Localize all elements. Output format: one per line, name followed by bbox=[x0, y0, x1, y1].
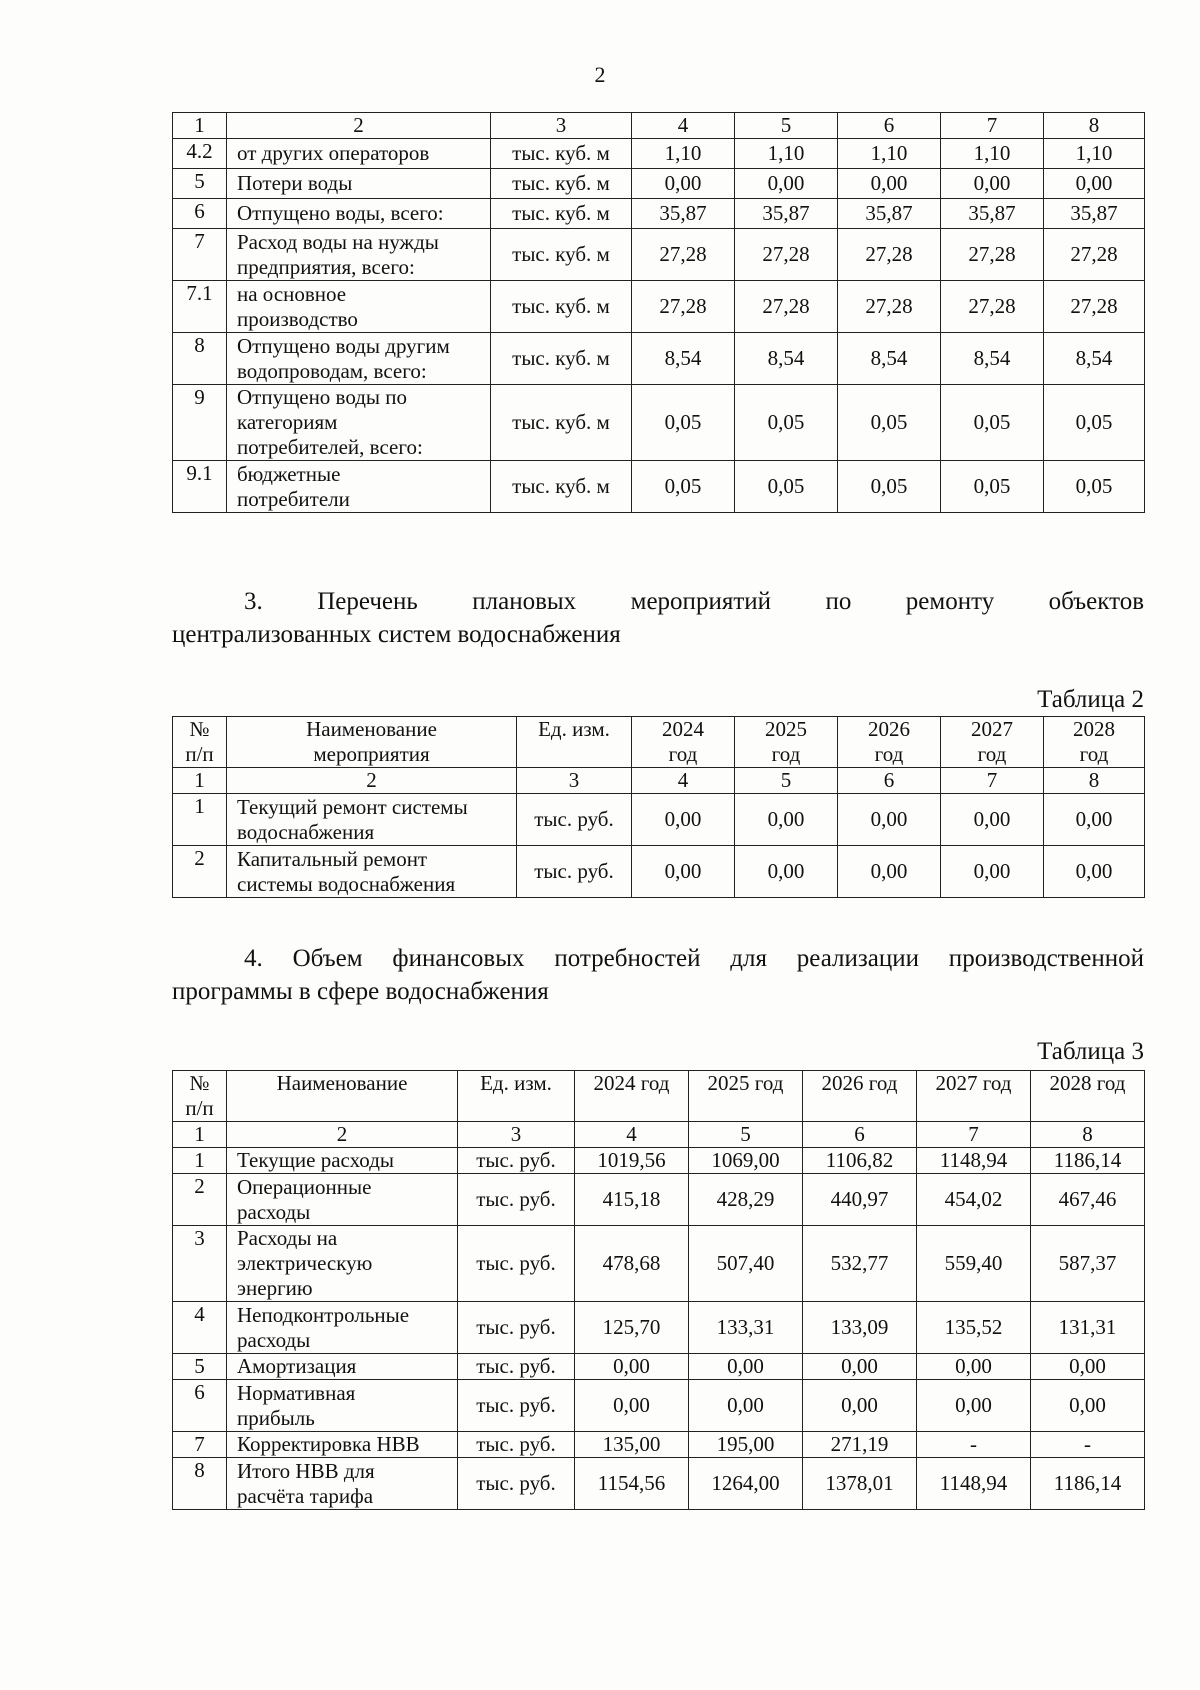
row-value: 0,00 bbox=[917, 1354, 1031, 1380]
row-name-line: на основное bbox=[237, 281, 347, 306]
header-cell-line: год bbox=[1079, 742, 1109, 766]
table-financial-needs bbox=[172, 1070, 1145, 1510]
header-row-cell: 1 bbox=[173, 113, 227, 139]
header-cell-line: п/п bbox=[185, 1096, 214, 1120]
header-row bbox=[173, 1071, 1145, 1122]
index-row-cell: 1 bbox=[173, 1122, 227, 1148]
row-name-line: системы водоснабжения bbox=[237, 871, 456, 896]
row-name bbox=[227, 139, 491, 169]
row-value: 0,00 bbox=[632, 794, 735, 846]
row-name-line: Итого НВВ для bbox=[237, 1458, 375, 1483]
row-value: 467,46 bbox=[1031, 1174, 1145, 1226]
header-cell-line: 2025 год bbox=[707, 1071, 784, 1095]
row-value: 27,28 bbox=[735, 281, 838, 333]
table-row bbox=[173, 1354, 1145, 1380]
row-number: 7 bbox=[173, 229, 227, 281]
row-unit: тыс. куб. м bbox=[491, 333, 632, 385]
table-row bbox=[173, 461, 1145, 513]
row-value: 454,02 bbox=[917, 1174, 1031, 1226]
row-name bbox=[227, 1354, 458, 1380]
row-value: 0,00 bbox=[1031, 1380, 1145, 1432]
row-unit: тыс. куб. м bbox=[491, 281, 632, 333]
header-cell-line: 2024 bbox=[662, 717, 704, 741]
row-number: 3 bbox=[173, 1226, 227, 1302]
row-value: 0,00 bbox=[803, 1380, 917, 1432]
row-value: 532,77 bbox=[803, 1226, 917, 1302]
index-row bbox=[173, 1122, 1145, 1148]
row-value: 271,19 bbox=[803, 1432, 917, 1458]
row-value: 0,00 bbox=[838, 846, 941, 898]
row-value: 27,28 bbox=[838, 229, 941, 281]
header-cell bbox=[227, 717, 517, 768]
table-row bbox=[173, 1458, 1145, 1510]
row-number: 5 bbox=[173, 169, 227, 199]
header-cell bbox=[735, 717, 838, 768]
row-name bbox=[227, 169, 491, 199]
row-name-line: расходы bbox=[237, 1327, 311, 1352]
row-name-line: Операционные bbox=[237, 1174, 372, 1199]
header-row-cell: 3 bbox=[491, 113, 632, 139]
row-value: 131,31 bbox=[1031, 1302, 1145, 1354]
row-value: 8,54 bbox=[941, 333, 1044, 385]
row-number: 5 bbox=[173, 1354, 227, 1380]
row-name-line: прибыль bbox=[237, 1405, 315, 1430]
row-value: 507,40 bbox=[689, 1226, 803, 1302]
row-name bbox=[227, 1226, 458, 1302]
index-row-cell: 4 bbox=[632, 768, 735, 794]
index-row-cell: 3 bbox=[517, 768, 632, 794]
row-name-line: Неподконтрольные bbox=[237, 1302, 410, 1327]
table-row bbox=[173, 139, 1145, 169]
header-cell-line: 2025 bbox=[765, 717, 807, 741]
index-row-cell: 6 bbox=[838, 768, 941, 794]
table-3-caption: Таблица 3 bbox=[1037, 1038, 1144, 1065]
table-row bbox=[173, 1148, 1145, 1174]
row-value: 0,00 bbox=[941, 169, 1044, 199]
row-value: 0,00 bbox=[632, 846, 735, 898]
header-cell-line: год bbox=[977, 742, 1007, 766]
row-unit: тыс. куб. м bbox=[491, 169, 632, 199]
row-value: 0,00 bbox=[735, 846, 838, 898]
index-row-cell: 5 bbox=[689, 1122, 803, 1148]
row-unit: тыс. руб. bbox=[517, 794, 632, 846]
row-name-line: расходы bbox=[237, 1199, 311, 1224]
index-row-cell: 1 bbox=[173, 768, 227, 794]
section-3-heading-line2: централизованных систем водоснабжения bbox=[172, 621, 621, 648]
row-value: 587,37 bbox=[1031, 1226, 1145, 1302]
index-row-cell: 8 bbox=[1031, 1122, 1145, 1148]
row-name-line: Амортизация bbox=[237, 1354, 357, 1378]
table-row bbox=[173, 846, 1145, 898]
row-value: 0,00 bbox=[689, 1354, 803, 1380]
header-row bbox=[173, 113, 1145, 139]
header-cell-line: 2028 год bbox=[1049, 1071, 1126, 1095]
header-cell-line: мероприятия bbox=[313, 742, 430, 766]
row-value: 1,10 bbox=[735, 139, 838, 169]
row-value: 27,28 bbox=[632, 229, 735, 281]
row-value: 0,00 bbox=[1044, 794, 1145, 846]
section-4-heading-line1: 4. Объем финансовых потребностей для реализации производственной bbox=[244, 945, 1144, 972]
index-row-cell: 7 bbox=[941, 768, 1044, 794]
row-value: 415,18 bbox=[575, 1174, 689, 1226]
row-value: 35,87 bbox=[941, 199, 1044, 229]
row-number: 2 bbox=[173, 1174, 227, 1226]
row-unit: тыс. руб. bbox=[458, 1380, 575, 1432]
row-value: 0,05 bbox=[941, 461, 1044, 513]
row-value: 1,10 bbox=[941, 139, 1044, 169]
row-value: 0,05 bbox=[838, 461, 941, 513]
row-value: 0,00 bbox=[1044, 846, 1145, 898]
row-unit: тыс. руб. bbox=[458, 1354, 575, 1380]
header-cell bbox=[803, 1071, 917, 1122]
header-cell bbox=[689, 1071, 803, 1122]
row-value: 133,09 bbox=[803, 1302, 917, 1354]
row-unit: тыс. куб. м bbox=[491, 199, 632, 229]
table-row bbox=[173, 199, 1145, 229]
row-value: 27,28 bbox=[632, 281, 735, 333]
row-value: 0,05 bbox=[632, 385, 735, 461]
header-cell-line: 2028 bbox=[1073, 717, 1115, 741]
row-name bbox=[227, 1148, 458, 1174]
row-value: 0,00 bbox=[735, 794, 838, 846]
row-value: 1378,01 bbox=[803, 1458, 917, 1510]
table-row bbox=[173, 333, 1145, 385]
row-name-line: Расходы на bbox=[237, 1226, 338, 1250]
row-number: 8 bbox=[173, 333, 227, 385]
row-value: 27,28 bbox=[941, 281, 1044, 333]
header-cell bbox=[838, 717, 941, 768]
index-row-cell: 2 bbox=[227, 1122, 458, 1148]
header-row-cell: 6 bbox=[838, 113, 941, 139]
row-value: 27,28 bbox=[1044, 281, 1145, 333]
row-unit: тыс. руб. bbox=[517, 846, 632, 898]
table-row bbox=[173, 385, 1145, 461]
section-4-heading-line2: программы в сфере водоснабжения bbox=[172, 978, 549, 1005]
header-cell bbox=[1044, 717, 1145, 768]
row-name-line: расчёта тарифа bbox=[237, 1483, 374, 1508]
row-name-line: потребителей, всего: bbox=[237, 435, 423, 459]
index-row-cell: 2 bbox=[227, 768, 517, 794]
header-cell-line: 2027 год bbox=[935, 1071, 1012, 1095]
row-value: 135,52 bbox=[917, 1302, 1031, 1354]
header-cell-line: № bbox=[189, 1071, 210, 1095]
row-value: 0,05 bbox=[941, 385, 1044, 461]
row-number: 9 bbox=[173, 385, 227, 461]
row-name bbox=[227, 281, 491, 333]
header-cell-line: п/п bbox=[185, 742, 214, 766]
row-name-line: Капитальный ремонт bbox=[237, 846, 428, 871]
row-value: 0,00 bbox=[838, 794, 941, 846]
row-value: 1069,00 bbox=[689, 1148, 803, 1174]
row-value: 1186,14 bbox=[1031, 1458, 1145, 1510]
header-cell bbox=[917, 1071, 1031, 1122]
row-number: 7 bbox=[173, 1432, 227, 1458]
header-cell bbox=[1031, 1071, 1145, 1122]
header-row-cell: 7 bbox=[941, 113, 1044, 139]
header-row-cell: 2 bbox=[227, 113, 491, 139]
row-value: 1186,14 bbox=[1031, 1148, 1145, 1174]
header-cell-line: 2026 год bbox=[821, 1071, 898, 1095]
row-name-line: предприятия, всего: bbox=[237, 254, 415, 279]
row-value: 559,40 bbox=[917, 1226, 1031, 1302]
header-cell bbox=[575, 1071, 689, 1122]
row-number: 4.2 bbox=[173, 139, 227, 169]
header-cell-line: 2027 bbox=[971, 717, 1013, 741]
row-value: 0,00 bbox=[803, 1354, 917, 1380]
index-row bbox=[173, 768, 1145, 794]
row-name bbox=[227, 846, 517, 898]
row-number: 6 bbox=[173, 1380, 227, 1432]
row-name-line: от других операторов bbox=[237, 141, 430, 165]
row-value: 0,00 bbox=[917, 1380, 1031, 1432]
header-row bbox=[173, 717, 1145, 768]
row-name-line: энергию bbox=[237, 1276, 313, 1300]
row-name-line: Отпущено воды, всего: bbox=[237, 201, 444, 225]
row-value: 125,70 bbox=[575, 1302, 689, 1354]
header-row-cell: 4 bbox=[632, 113, 735, 139]
row-value: 0,00 bbox=[632, 169, 735, 199]
header-cell bbox=[517, 717, 632, 768]
header-cell-line: год bbox=[771, 742, 801, 766]
row-number: 7.1 bbox=[173, 281, 227, 333]
row-unit: тыс. куб. м bbox=[491, 461, 632, 513]
row-value: 0,05 bbox=[838, 385, 941, 461]
row-value: 1019,56 bbox=[575, 1148, 689, 1174]
row-name bbox=[227, 1380, 458, 1432]
table-water-balance bbox=[172, 112, 1145, 513]
header-cell-line: № bbox=[189, 717, 210, 741]
index-row-cell: 6 bbox=[803, 1122, 917, 1148]
row-value: 0,00 bbox=[1031, 1354, 1145, 1380]
row-value: 1,10 bbox=[632, 139, 735, 169]
row-number: 9.1 bbox=[173, 461, 227, 513]
index-row-cell: 4 bbox=[575, 1122, 689, 1148]
row-value: 195,00 bbox=[689, 1432, 803, 1458]
row-number: 1 bbox=[173, 1148, 227, 1174]
header-cell bbox=[632, 717, 735, 768]
table-row bbox=[173, 794, 1145, 846]
row-value: 8,54 bbox=[632, 333, 735, 385]
row-name-line: Отпущено воды по bbox=[237, 385, 408, 409]
row-unit: тыс. руб. bbox=[458, 1174, 575, 1226]
table-row bbox=[173, 229, 1145, 281]
row-name bbox=[227, 229, 491, 281]
row-number: 4 bbox=[173, 1302, 227, 1354]
header-cell bbox=[227, 1071, 458, 1122]
row-name-line: водоснабжения bbox=[237, 819, 375, 844]
row-value: 8,54 bbox=[735, 333, 838, 385]
row-value: 1148,94 bbox=[917, 1148, 1031, 1174]
row-name bbox=[227, 385, 491, 461]
row-name-line: бюджетные bbox=[237, 461, 341, 486]
row-value: 35,87 bbox=[632, 199, 735, 229]
row-name bbox=[227, 461, 491, 513]
row-number: 8 bbox=[173, 1458, 227, 1510]
row-unit: тыс. руб. bbox=[458, 1226, 575, 1302]
index-row-cell: 3 bbox=[458, 1122, 575, 1148]
row-value: 1106,82 bbox=[803, 1148, 917, 1174]
header-cell-line: Наименование bbox=[276, 1071, 408, 1095]
row-value: 8,54 bbox=[1044, 333, 1145, 385]
row-value: 0,05 bbox=[632, 461, 735, 513]
row-value: 0,05 bbox=[735, 461, 838, 513]
section-4-heading bbox=[172, 942, 1144, 1008]
row-name bbox=[227, 199, 491, 229]
row-name-line: потребители bbox=[237, 486, 350, 511]
row-value: 8,54 bbox=[838, 333, 941, 385]
row-value: - bbox=[1031, 1432, 1145, 1458]
header-cell-line: 2024 год bbox=[593, 1071, 670, 1095]
row-unit: тыс. руб. bbox=[458, 1148, 575, 1174]
row-value: 27,28 bbox=[838, 281, 941, 333]
row-number: 1 bbox=[173, 794, 227, 846]
header-cell bbox=[458, 1071, 575, 1122]
table-repair-measures bbox=[172, 716, 1145, 898]
row-value: 0,00 bbox=[838, 169, 941, 199]
row-value: 0,00 bbox=[941, 794, 1044, 846]
row-name-line: Нормативная bbox=[237, 1380, 356, 1405]
row-value: 35,87 bbox=[1044, 199, 1145, 229]
row-value: 0,00 bbox=[575, 1380, 689, 1432]
table-2-caption: Таблица 2 bbox=[1037, 686, 1144, 713]
row-value: 27,28 bbox=[735, 229, 838, 281]
row-number: 2 bbox=[173, 846, 227, 898]
table-row bbox=[173, 1174, 1145, 1226]
page-number: 2 bbox=[594, 62, 606, 87]
table-row bbox=[173, 1380, 1145, 1432]
row-value: 27,28 bbox=[941, 229, 1044, 281]
row-name-line: производство bbox=[237, 306, 358, 331]
table-row bbox=[173, 281, 1145, 333]
row-value: 428,29 bbox=[689, 1174, 803, 1226]
header-cell-line: 2026 bbox=[868, 717, 910, 741]
row-name bbox=[227, 1432, 458, 1458]
index-row-cell: 7 bbox=[917, 1122, 1031, 1148]
header-cell bbox=[173, 1071, 227, 1122]
row-value: 1,10 bbox=[838, 139, 941, 169]
row-unit: тыс. руб. bbox=[458, 1432, 575, 1458]
row-value: 1264,00 bbox=[689, 1458, 803, 1510]
row-value: 0,00 bbox=[689, 1380, 803, 1432]
row-name bbox=[227, 1174, 458, 1226]
row-value: 0,05 bbox=[1044, 461, 1145, 513]
row-value: 0,05 bbox=[735, 385, 838, 461]
row-name-line: Корректировка НВВ bbox=[237, 1432, 420, 1456]
section-3-heading-line1: 3. Перечень плановых мероприятий по ремонту объектов bbox=[244, 588, 1144, 615]
row-name-line: водопроводам, всего: bbox=[237, 358, 427, 383]
header-cell-line: год bbox=[874, 742, 904, 766]
header-cell-line: год bbox=[668, 742, 698, 766]
header-cell bbox=[941, 717, 1044, 768]
row-number: 6 bbox=[173, 199, 227, 229]
row-value: 133,31 bbox=[689, 1302, 803, 1354]
row-value: 135,00 bbox=[575, 1432, 689, 1458]
row-value: 1148,94 bbox=[917, 1458, 1031, 1510]
row-value: 0,00 bbox=[1044, 169, 1145, 199]
header-cell-line: Наименование bbox=[306, 717, 437, 741]
row-value: - bbox=[917, 1432, 1031, 1458]
row-unit: тыс. куб. м bbox=[491, 385, 632, 461]
table-row bbox=[173, 1302, 1145, 1354]
table-row bbox=[173, 1432, 1145, 1458]
row-value: 440,97 bbox=[803, 1174, 917, 1226]
row-name-line: Отпущено воды другим bbox=[237, 333, 450, 358]
row-value: 1154,56 bbox=[575, 1458, 689, 1510]
table-row bbox=[173, 169, 1145, 199]
row-name-line: Потери воды bbox=[237, 171, 353, 195]
header-cell-line: Ед. изм. bbox=[480, 1071, 552, 1095]
index-row-cell: 5 bbox=[735, 768, 838, 794]
row-unit: тыс. руб. bbox=[458, 1458, 575, 1510]
row-unit: тыс. руб. bbox=[458, 1302, 575, 1354]
row-name bbox=[227, 794, 517, 846]
row-name bbox=[227, 1302, 458, 1354]
row-unit: тыс. куб. м bbox=[491, 229, 632, 281]
row-value: 1,10 bbox=[1044, 139, 1145, 169]
row-name-line: Текущий ремонт системы bbox=[237, 794, 468, 819]
row-value: 27,28 bbox=[1044, 229, 1145, 281]
header-row-cell: 8 bbox=[1044, 113, 1145, 139]
row-value: 35,87 bbox=[838, 199, 941, 229]
header-cell bbox=[173, 717, 227, 768]
row-value: 478,68 bbox=[575, 1226, 689, 1302]
header-row-cell: 5 bbox=[735, 113, 838, 139]
index-row-cell: 8 bbox=[1044, 768, 1145, 794]
row-name-line: категориям bbox=[237, 410, 338, 434]
row-name bbox=[227, 1458, 458, 1510]
row-name-line: электрическую bbox=[237, 1251, 373, 1275]
row-value: 0,05 bbox=[1044, 385, 1145, 461]
row-value: 35,87 bbox=[735, 199, 838, 229]
row-value: 0,00 bbox=[941, 846, 1044, 898]
row-unit: тыс. куб. м bbox=[491, 139, 632, 169]
row-value: 0,00 bbox=[735, 169, 838, 199]
row-name-line: Текущие расходы bbox=[237, 1148, 394, 1172]
table-row bbox=[173, 1226, 1145, 1302]
section-3-heading bbox=[172, 585, 1144, 651]
header-cell-line: Ед. изм. bbox=[538, 717, 610, 741]
row-name-line: Расход воды на нужды bbox=[237, 229, 439, 254]
row-name bbox=[227, 333, 491, 385]
row-value: 0,00 bbox=[575, 1354, 689, 1380]
